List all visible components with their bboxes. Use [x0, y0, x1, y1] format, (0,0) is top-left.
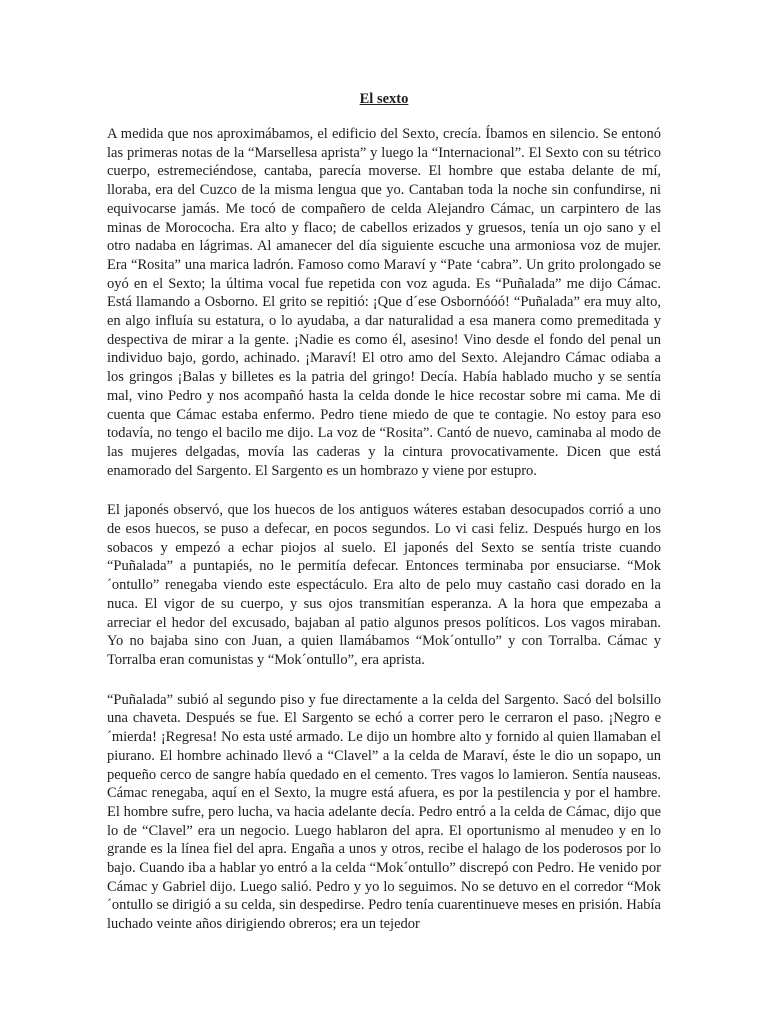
paragraph-1: A medida que nos aproximábamos, el edificio del Sexto, crecía. Íbamos en silencio. Se entonó las primeras notas de la “Marsellesa aprista” y luego la “Internacional”. El Sexto con su tétrico cuerpo, estremeciéndose, cantaba, parecía moverse. El hombre que estaba delante de mí, lloraba, era del Cuzco de la misma lengua que yo. Cantaban toda la noche sin confundirse, ni equivocarse jamás. Me tocó de compañero de celda Alejandro Cámac, un carpintero de las minas de Morococha. Era alto y flaco; de cabellos erizados y gruesos, tenía un ojo sano y el otro nadaba en lágrimas. Al amanecer del día siguiente escuche una armoniosa voz de mujer. Era “Rosita” una marica ladrón. Famoso como Maraví y “Pate ‘cabra”. Un grito prolongado se oyó en el Sexto; la última vocal fue repetida con voz aguda. Es “Puñalada” me dijo Cámac. Está llamando a Osborno. El grito se repitió: ¡Que d´ese Osbornóóó! “Puñalada” era muy alto, en algo influía su estatura, o lo ayudaba, a dar naturalidad a esa manera como premeditada y despectiva de mirar a la gente. ¡Nadie es como él, asesino! Vino desde el fondo del penal un individuo bajo, gordo, achinado. ¡Maraví! El otro amo del Sexto. Alejandro Cámac odiaba a los gringos ¡Balas y billetes es la patria del gringo! Decía. Había hablado mucho y se sentía mal, vino Pedro y nos acompañó hasta la celda donde le hice recostar sobre mi cama. Me di cuenta que Cámac estaba enfermo. Pedro tiene miedo de que te contagie. No estoy para eso todavía, no tengo el bacilo me dijo. La voz de “Rosita”. Cantó de nuevo, caminaba al modo de las mujeres delgadas, movía las caderas y la cintura provocativamente. Dicen que está enamorado del Sargento. El Sargento es un hombrazo y viene por estupro.: [107, 126, 661, 479]
paragraph-2: El japonés observó, que los huecos de los antiguos wáteres estaban desocupados corrió a uno de esos huecos, se puso a defecar, en pocos segundos. Lo vi casi feliz. Después hurgo en los sobacos y empezó a echar piojos al suelo. El japonés del Sexto se sentía triste cuando “Puñalada” a puntapiés, no le permitía defecar. Entonces terminaba por ensuciarse. “Mok´ontullo” renegaba viendo este espectáculo. Era alto de pelo muy castaño casi dorado en la nuca. El vigor de su cuerpo, y sus ojos transmitían esperanza. A la hora que empezaba a arreciar el hedor del excusado, bajaban al patio algunos presos políticos. Los vagos miraban. Yo no bajaba sino con Juan, a quien llamábamos “Mok´ontullo” y con Torralba. Cámac y Torralba eran comunistas y “Mok´ontullo”, era aprista.: [107, 502, 661, 668]
document-title: El sexto: [359, 91, 409, 107]
paragraph-3: “Puñalada” subió al segundo piso y fue directamente a la celda del Sargento. Sacó del bolsillo una chaveta. Después se fue. El Sargento se echó a correr pero le cerraron el paso. ¡Negro e´mierda! ¡Regresa! No esta usté armado. Le dijo un hombre alto y fornido al quien llamaban el piurano. El hombre achinado llevó a “Clavel” a la celda de Maraví, éste le dio un sopapo, un pequeño cerco de sangre había quedado en el cemento. Tres vagos lo lamieron. Sentía nauseas. Cámac renegaba, aquí en el Sexto, la mugre está afuera, es por la pestilencia y por el hambre. El hombre sufre, pero lucha, va hacia adelante decía. Pedro entró a la celda de Cámac, dijo que lo de “Clavel” era un negocio. Luego hablaron del apra. El oportunismo al menudeo y en lo grande es la línea fiel del apra. Engaña a unos y otros, recibe el halago de los poderosos por lo bajo. Cuando iba a hablar yo entró a la celda “Mok´ontullo” discrepó con Pedro. He venido por Cámac y Gabriel dijo. Luego salió. Pedro y yo lo seguimos. No se detuvo en el corredor “Mok´ontullo se dirigió a su celda, sin despedirse. Pedro tenía cuarentinueve meses en prisión. Había luchado veinte años dirigiendo obreros; era un tejedor: [107, 691, 661, 933]
